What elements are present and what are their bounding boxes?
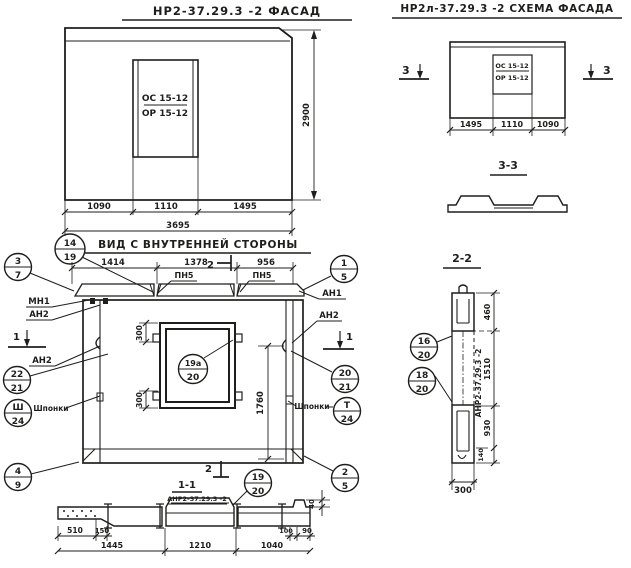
callout-18-20-top: 18 — [415, 371, 429, 381]
section22-top-block-channel — [457, 299, 469, 323]
section22-dim-930: 930 — [483, 419, 492, 437]
section22-bottom-hook — [458, 455, 466, 459]
view-an2-right-leader — [292, 321, 342, 343]
callout-20-21-leader — [291, 351, 332, 372]
view-dim-956: 956 — [257, 258, 275, 268]
view-pn5-right-leader — [240, 281, 275, 292]
section22-dim-1510: 1510 — [483, 357, 492, 381]
callout-2-5-leader — [304, 456, 333, 471]
section11-label: АНР2-37.29.3 -2 — [167, 495, 227, 503]
callout-3-7-top: 3 — [14, 257, 22, 267]
view-top-rib-segments — [75, 284, 304, 296]
callout-sh-24-bottom: 24 — [11, 417, 25, 427]
callout-2-5 — [304, 456, 359, 492]
facade-window-label-bottom: ОР 15-12 — [141, 109, 189, 119]
view-window-lug-br — [235, 392, 242, 400]
view-label-an2-right: АН2 — [319, 311, 339, 321]
callout-16-20 — [410, 334, 452, 362]
callout-20-21-top: 20 — [338, 369, 352, 379]
view-label-mn1: МН1 — [28, 297, 50, 307]
view-window-lug-tr — [235, 334, 242, 342]
section11-dim-150: 150 — [94, 527, 110, 535]
callout-22-21 — [3, 354, 108, 394]
callout-2-5-top: 2 — [341, 468, 349, 478]
callout-4-9-leader — [31, 462, 79, 474]
callout-4-9-bottom: 9 — [14, 481, 22, 491]
section-3-3 — [448, 159, 567, 212]
callout-16-20-top: 16 — [417, 337, 431, 347]
callout-18-20 — [408, 368, 452, 403]
view-window-lug-tl — [153, 334, 160, 342]
scheme-dim-1110: 1110 — [500, 120, 524, 129]
scheme-dim-1090: 1090 — [536, 120, 560, 129]
section22-dim-140: 140 — [477, 448, 485, 462]
callout-18-20-bottom: 20 — [415, 385, 429, 395]
section22-title: 2-2 — [452, 252, 472, 265]
callout-19a-20-bottom: 20 — [186, 373, 200, 383]
callout-sh-24 — [4, 400, 32, 428]
scheme-window-label-bottom: ОР 15-12 — [495, 74, 529, 82]
section33-title: 3-3 — [498, 159, 518, 172]
callout-sh-24-top: Ш — [12, 403, 24, 413]
section11-dim-510: 510 — [67, 526, 83, 535]
callout-1-5-bottom: 5 — [340, 273, 348, 283]
scheme-mark-left-arrowhead — [417, 71, 423, 79]
callout-19-20-bottom: 20 — [251, 487, 265, 497]
section22-bottom-block — [452, 405, 474, 463]
view-window-lug-bl — [153, 392, 160, 400]
callout-16-20-leader — [437, 336, 452, 342]
callout-1-5-top: 1 — [340, 259, 348, 269]
callout-19-20 — [233, 470, 272, 506]
section11-dim-1210: 1210 — [188, 541, 212, 550]
facade-dim-1495: 1495 — [233, 202, 257, 212]
view-anchor-hooks — [96, 337, 286, 352]
view-top-rib-bevel-marks — [150, 284, 241, 296]
view-label-shponki-left: Шпонки — [33, 404, 69, 413]
callout-1-5 — [303, 256, 358, 291]
view-section-mark-1-right: 1 — [346, 332, 353, 343]
view-section-mark-2-top: 2 — [207, 260, 214, 271]
callout-3-7-leader — [30, 273, 74, 291]
callout-19a-20 — [178, 340, 233, 384]
callout-t-24-bottom: 24 — [340, 415, 354, 425]
callout-14-19-top: 14 — [63, 239, 77, 249]
view-pn5-left-leader — [158, 281, 197, 293]
callout-14-19-bottom: 19 — [63, 253, 77, 263]
scheme-window-label-top: ОС 15-12 — [495, 62, 529, 70]
section11-dim-1040: 1040 — [260, 541, 284, 550]
callout-3-7-bottom: 7 — [14, 271, 22, 281]
section11-title: 1-1 — [177, 480, 197, 491]
callout-22-21-bottom: 21 — [10, 384, 24, 394]
view-label-pn5-left: ПН5 — [174, 271, 194, 280]
view-title: ВИД С ВНУТРЕННЕЙ СТОРОНЫ — [98, 239, 298, 251]
view-mark-1-left-arrowhead — [24, 339, 30, 347]
scheme-title: НР2л-37.29.3 -2 СХЕМА ФАСАДА — [400, 3, 614, 15]
inner-view — [3, 234, 361, 492]
section11-insulation-dots — [63, 510, 96, 517]
section22-bottom-block-channel — [457, 411, 469, 451]
scheme-mark-right-arrowhead — [588, 71, 594, 79]
callout-19a-20-top: 19а — [184, 359, 202, 368]
section11-dim-100: 100 — [279, 527, 293, 535]
facade-window-label-top: ОС 15-12 — [141, 94, 189, 104]
view-mark-2-top-flag — [217, 255, 231, 271]
facade-title: НР2-37.29.3 -2 ФАСАД — [152, 4, 322, 18]
callout-22-21-top: 22 — [10, 370, 24, 380]
callout-19-20-leader — [233, 491, 247, 505]
scheme-section-mark-3-right: 3 — [603, 64, 611, 77]
view-dim-1414: 1414 — [101, 258, 125, 268]
section11-dim-40: 40 — [308, 499, 316, 509]
view-section-mark-1-left: 1 — [13, 332, 20, 343]
section33-profile — [448, 196, 567, 212]
view-shponka-notch-right — [286, 396, 293, 404]
section22-top-block — [452, 293, 474, 331]
callout-4-9 — [4, 462, 79, 491]
view-label-an2-left-mid: АН2 — [32, 356, 52, 366]
section11-mark-2: 2 — [205, 464, 212, 475]
view-dim-1378: 1378 — [184, 258, 208, 268]
facade-height-dim: 2900 — [302, 103, 312, 127]
scheme-section-mark-3-left: 3 — [402, 64, 410, 77]
callout-20-21 — [291, 351, 359, 393]
section22-dim-300: 300 — [454, 486, 472, 496]
section22-dim-460: 460 — [483, 303, 492, 321]
view-dim-1760: 1760 — [256, 391, 266, 415]
view-dim-300-top: 300 — [135, 325, 144, 341]
callout-19-20-top: 19 — [251, 473, 265, 483]
callout-t-24 — [333, 398, 361, 426]
callout-2-5-bottom: 5 — [341, 482, 349, 492]
view-label-an2-left-top: АН2 — [29, 310, 49, 320]
scheme-view — [392, 3, 622, 136]
view-dim-300-bottom: 300 — [135, 392, 144, 408]
view-label-pn5-right: ПН5 — [252, 271, 272, 280]
view-clip-an2 — [103, 298, 108, 304]
section11-sill-inner-lines — [166, 503, 234, 513]
callout-20-21-bottom: 21 — [338, 383, 352, 393]
callout-18-20-leader — [435, 376, 452, 402]
callout-16-20-bottom: 20 — [417, 351, 431, 361]
section-2-2 — [408, 252, 500, 496]
section11-dim-90: 90 — [302, 527, 312, 535]
facade-dim-1090: 1090 — [87, 202, 111, 212]
facade-view — [62, 4, 352, 236]
facade-dim-total: 3695 — [166, 221, 190, 231]
section11-dim-1445: 1445 — [100, 541, 124, 550]
section-1-1 — [55, 461, 330, 556]
scheme-dim-1495: 1495 — [459, 120, 483, 129]
section11-piece-left — [58, 507, 162, 526]
view-mark-1-right-arrowhead — [337, 341, 343, 349]
view-clip-mn1 — [90, 298, 95, 304]
section22-lifting-loop — [459, 285, 467, 293]
facade-dim-1110: 1110 — [154, 202, 178, 212]
section22-label: АНР2-37.29.3 -2 — [474, 348, 483, 418]
view-label-shponki-right: Шпонки — [294, 402, 330, 411]
callout-4-9-top: 4 — [14, 467, 22, 477]
view-label-an1: АН1 — [322, 289, 342, 299]
callout-t-24-top: Т — [343, 401, 351, 411]
callout-1-5-leader — [303, 276, 331, 290]
